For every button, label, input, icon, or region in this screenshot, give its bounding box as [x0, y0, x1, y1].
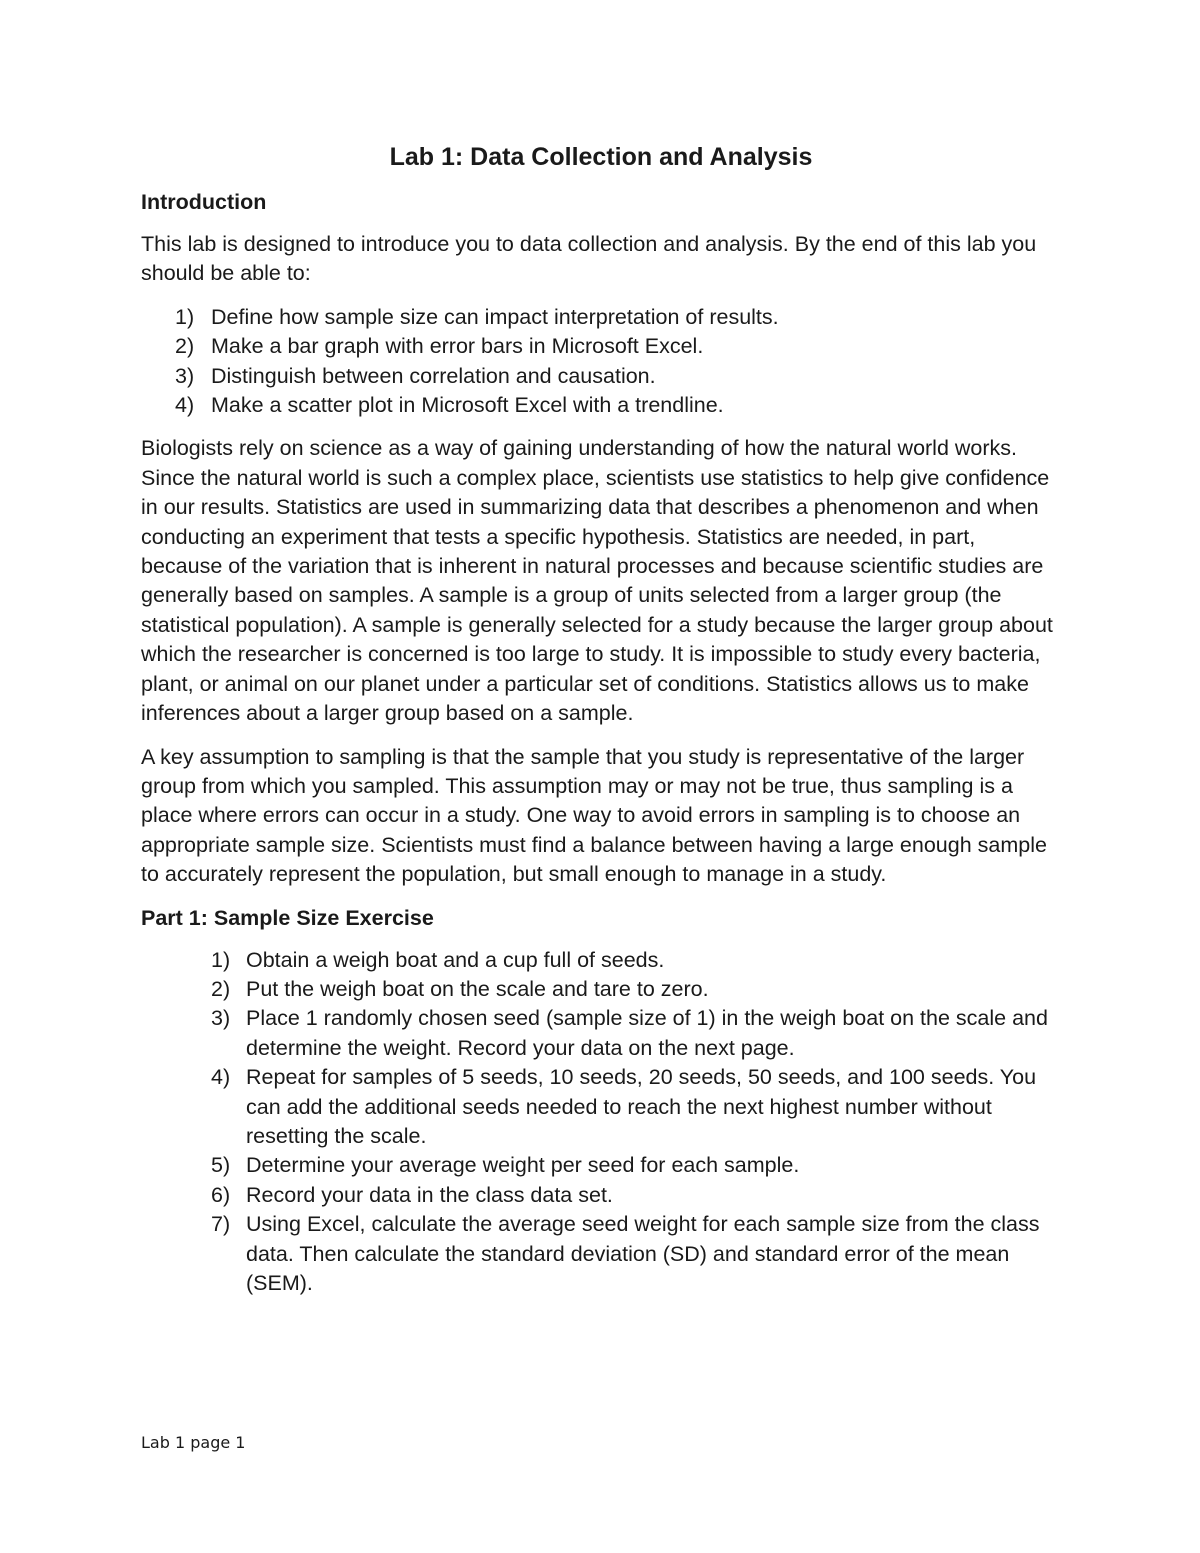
list-item	[141, 946, 1061, 975]
list-item-number: 4)	[211, 1065, 231, 1090]
list-item	[141, 1004, 1061, 1063]
list-item-text: Define how sample size can impact interpretation of results.	[211, 304, 779, 329]
list-item-number: 7)	[211, 1212, 231, 1237]
list-item-text: Place 1 randomly chosen seed (sample size of 1) in the weigh boat on the scale and determine the weight. Record your data on the next page.	[246, 1006, 1048, 1060]
list-item-text: Determine your average weight per seed for each sample.	[246, 1153, 800, 1178]
list-item-text: Distinguish between correlation and causation.	[211, 363, 656, 388]
list-item-text: Obtain a weigh boat and a cup full of seeds.	[246, 947, 665, 972]
list-item-number: 1)	[175, 304, 195, 329]
list-item-number: 2)	[211, 976, 231, 1001]
introduction-heading: Introduction	[141, 190, 267, 214]
sampling-assumption-paragraph: A key assumption to sampling is that the sample that you study is representative of the larger group from which you sampled. This assumption may or may not be true, thus sampling is a place where errors can occur in a study. One way to avoid errors in sampling is to choose an appropriate sample size. Scientists must find a balance between having a large enough sample to accurately represent the population, but small enough to manage in a study.	[141, 744, 1047, 887]
list-item-text: Repeat for samples of 5 seeds, 10 seeds, 20 seeds, 50 seeds, and 100 seeds. You can add the additional seeds needed to reach the next highest number without resetting the scale.	[246, 1065, 1037, 1148]
list-item-text: Record your data in the class data set.	[246, 1182, 613, 1207]
list-item-number: 1)	[211, 947, 231, 972]
list-item	[141, 391, 1061, 420]
list-item	[141, 332, 1061, 361]
list-item-number: 2)	[175, 334, 195, 359]
objectives-list	[141, 303, 1061, 421]
page-footer: Lab 1 page 1	[141, 1433, 246, 1452]
list-item	[141, 1181, 1061, 1210]
document-body	[141, 140, 1061, 1312]
list-item-number: 3)	[211, 1006, 231, 1031]
part1-heading: Part 1: Sample Size Exercise	[141, 905, 434, 930]
biologists-paragraph: Biologists rely on science as a way of gaining understanding of how the natural world works. Since the natural world is such a complex place, scientists use statistics to help give confidence in our results. Statistics are used in summarizing data that describes a phenomenon and when conducting an experiment that tests a specific hypothesis. Statistics are needed, in part, because of the variation that is inherent in natural processes and because scientific studies are generally based on samples. A sample is a group of units selected from a larger group (the statistical population). A sample is generally selected for a study because the larger group about which the researcher is concerned is too large to study. It is impossible to study every bacteria, plant, or animal on our planet under a particular set of conditions. Statistics allows us to make inferences about a larger group based on a sample.	[141, 436, 1053, 726]
list-item	[141, 303, 1061, 332]
list-item-text: Make a scatter plot in Microsoft Excel with a trendline.	[211, 393, 724, 418]
list-item-text: Make a bar graph with error bars in Microsoft Excel.	[211, 334, 704, 359]
list-item	[141, 362, 1061, 391]
list-item-number: 3)	[175, 363, 195, 388]
list-item-number: 6)	[211, 1182, 231, 1207]
list-item	[141, 1210, 1061, 1298]
list-item	[141, 1151, 1061, 1180]
page-title: Lab 1: Data Collection and Analysis	[389, 143, 813, 171]
list-item-number: 4)	[175, 393, 195, 418]
list-item-text: Using Excel, calculate the average seed weight for each sample size from the class data. Then calculate the standard deviation (SD) and standard error of the mean (SEM).	[246, 1212, 1040, 1295]
list-item	[141, 1063, 1061, 1151]
list-item	[141, 975, 1061, 1004]
intro-paragraph: This lab is designed to introduce you to data collection and analysis. By the end of this lab you should be able to:	[141, 232, 1037, 286]
list-item-text: Put the weigh boat on the scale and tare to zero.	[246, 976, 709, 1001]
part1-steps-list	[141, 946, 1061, 1299]
list-item-number: 5)	[211, 1153, 231, 1178]
